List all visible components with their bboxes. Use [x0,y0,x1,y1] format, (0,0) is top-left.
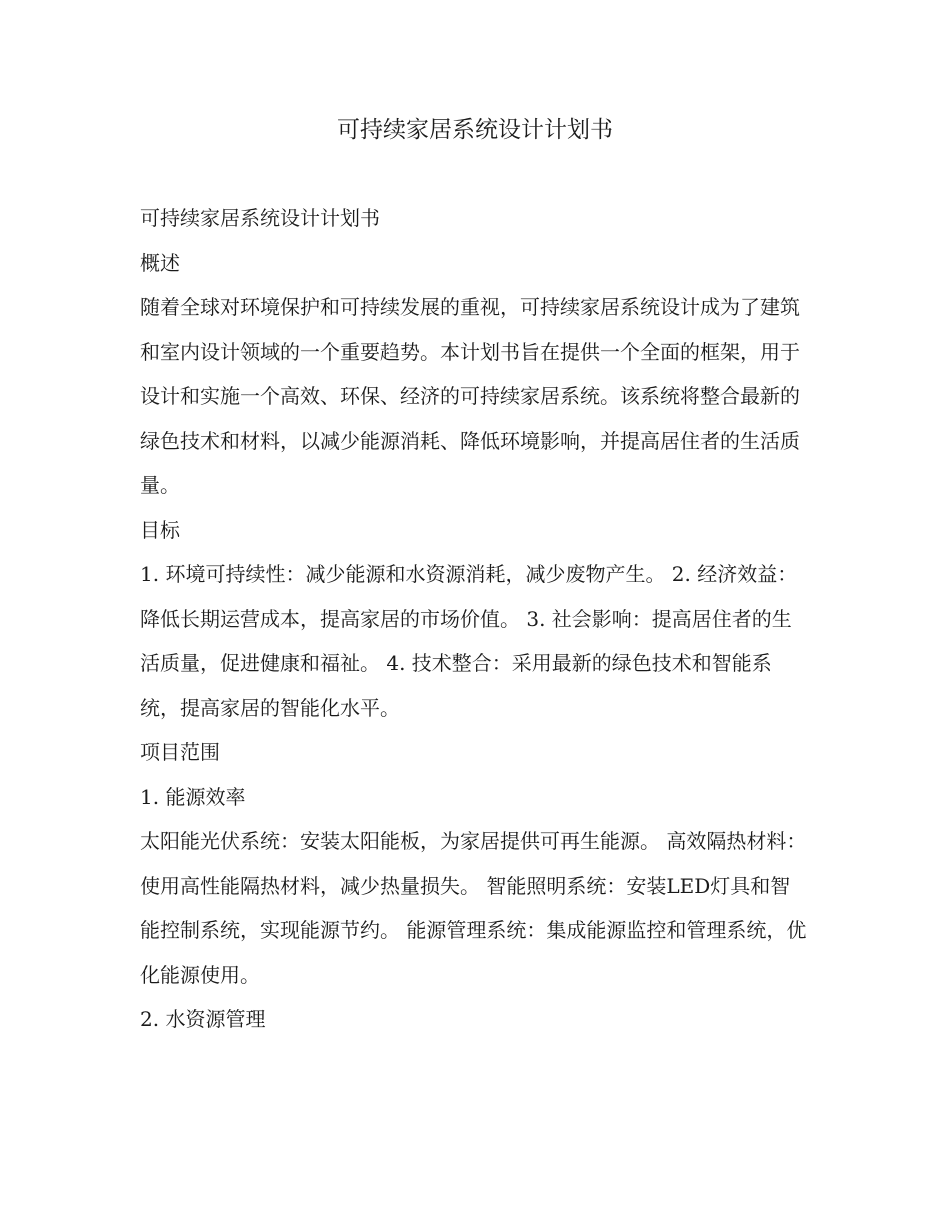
energy-paragraph: 太阳能光伏系统：安装太阳能板，为家居提供可再生能源。 高效隔热材料：使用高性能隔热材料，减少热量损失。 智能照明系统：安装LED灯具和智能控制系统，实现能源节约。 能源管理系统：集成能源监控和管理系统，优化能源使用。 [140,829,807,987]
document-subtitle: 可持续家居系统设计计划书 [140,206,380,230]
scope-heading: 项目范围 [140,740,220,764]
document-title: 可持续家居系统设计计划书 [337,117,613,143]
water-heading: 2. 水资源管理 [140,1007,266,1031]
overview-paragraph: 随着全球对环境保护和可持续发展的重视，可持续家居系统设计成为了建筑和室内设计领域的一个重要趋势。本计划书旨在提供一个全面的框架，用于设计和实施一个高效、环保、经济的可持续家居系统。该系统将整合最新的绿色技术和材料，以减少能源消耗、降低环境影响，并提高居住者的生活质量。 [140,295,800,497]
goals-paragraph: 1. 环境可持续性：减少能源和水资源消耗，减少废物产生。 2. 经济效益：降低长期运营成本，提高家居的市场价值。 3. 社会影响：提高居住者的生活质量，促进健康和福祉。 4. 技术整合：采用最新的绿色技术和智能系统，提高家居的智能化水平。 [140,562,798,720]
goals-heading: 目标 [140,517,180,542]
document-body [140,196,810,1042]
overview-heading: 概述 [140,250,180,275]
energy-heading: 1. 能源效率 [140,784,246,809]
